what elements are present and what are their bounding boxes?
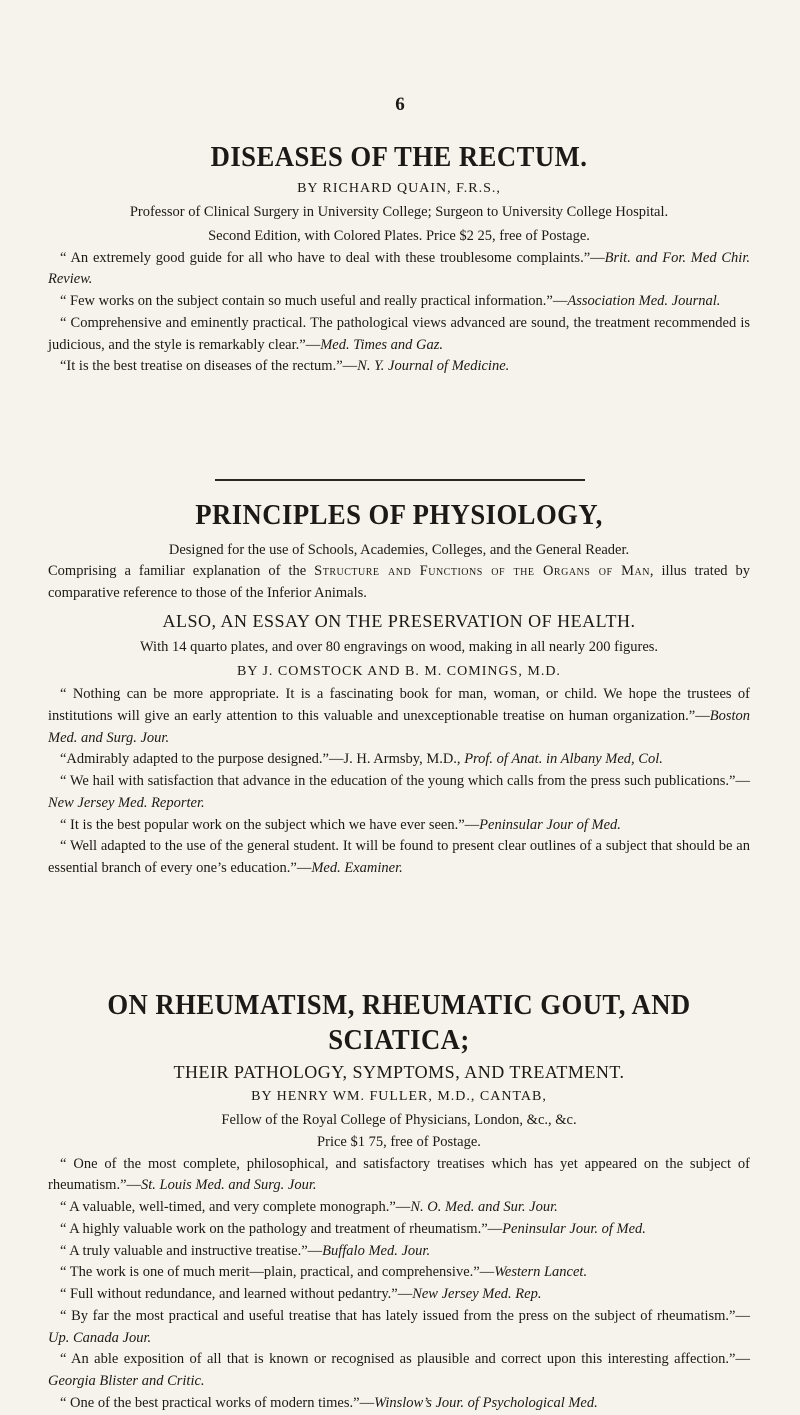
review-item: “ A truly valuable and instructive treatise.”—Buffalo Med. Jour. [60,1242,431,1259]
review-list [48,248,750,379]
review-item: “ The work is one of much merit—plain, practical, and comprehensive.”—Western Lancet. [60,1264,588,1281]
entry-author: BY RICHARD QUAIN, F.R.S., [297,180,501,196]
entry-title: DISEASES OF THE RECTUM. [210,141,588,173]
entry-fellow: Fellow of the Royal College of Physicians, London, &c., &c. [221,1111,577,1128]
entry-diseases-of-the-rectum [48,140,750,378]
entry-price: Price $1 75, free of Postage. [317,1134,481,1151]
entry-comprising: Comprising a familiar explanation of the Structure and Functions of the Organs of Man, illus trated by comparative reference to those of the Inferior Animals. [48,563,750,602]
entry-title: PRINCIPLES OF PHYSIOLOGY, [195,499,603,531]
review-item: “ We hail with satisfaction that advance in the education of the young which calls from the press such publications.”—New Jersey Med. Reporter. [48,773,750,811]
entry-principles-of-physiology [48,498,750,880]
review-item: “Admirably adapted to the purpose designed.”—J. H. Armsby, M.D., Prof. of Anat. in Albany Med, Col. [60,751,663,768]
review-item: “ One of the best practical works of modern times.”—Winslow’s Jour. of Psychological Med. [60,1394,598,1411]
entry-title: ON RHEUMATISM, RHEUMATIC GOUT, AND SCIATICA; [107,989,691,1056]
review-item: “ By far the most practical and useful treatise that has lately issued from the press on the subject of rheumatism.”—Up. Canada Jour. [48,1307,750,1346]
review-item: “ Few works on the subject contain so much useful and really practical information.”—Association Med. Journal. [60,293,721,310]
entry-plates: With 14 quarto plates, and over 80 engravings on wood, making in all nearly 200 figures. [139,638,659,655]
entry-edition: Second Edition, with Colored Plates. Price $2 25, free of Postage. [208,228,590,245]
review-item: “ One of the most complete, philosophical, and satisfactory treatises which has yet appeared on the subject of rheumatism.”—St. Louis Med. and Surg. Jour. [48,1155,750,1194]
entry-authors: BY J. COMSTOCK AND B. M. COMINGS, M.D. [237,664,561,680]
review-item: “ Nothing can be more appropriate. It is a fascinating book for man, woman, or child. We hope the trustees of institutions will give an early attention to this valuable and unexceptionable treatise on human organization.”—Boston Med. and Surg. Jour. [48,686,750,746]
review-item: “ A valuable, well-timed, and very complete monograph.”—N. O. Med. and Sur. Jour. [60,1199,558,1216]
review-item: “ An extremely good guide for all who have to deal with these troublesome complaints.”—Brit. and For. Med Chir. Review. [48,249,750,288]
entry-author: BY HENRY WM. FULLER, M.D., CANTAB, [251,1088,547,1104]
entry-also-essay: ALSO, AN ESSAY ON THE PRESERVATION OF HEALTH. [162,610,636,631]
review-list [48,1154,750,1415]
review-item: “It is the best treatise on diseases of the rectum.”—N. Y. Journal of Medicine. [60,358,510,375]
page-number: 6 [395,94,405,115]
review-item: “ An able exposition of all that is known or recognised as plausible and correct upon this interesting affection.”—Georgia Blister and Critic. [48,1351,750,1390]
entry-affiliation: Professor of Clinical Surgery in University College; Surgeon to University College Hospital. [129,203,669,220]
section-divider [215,479,585,481]
review-item: “ Well adapted to the use of the general student. It will be found to present clear outlines of a subject that should be an essential branch of every one’s education.”—Med. Examiner. [48,838,750,877]
review-item: “ It is the best popular work on the subject which we have ever seen.”—Peninsular Jour of Med. [60,816,621,833]
review-item: “ Full without redundance, and learned without pedantry.”—New Jersey Med. Rep. [60,1286,542,1303]
review-item: “ A highly valuable work on the pathology and treatment of rheumatism.”—Peninsular Jour. of Med. [60,1220,646,1237]
entry-designed-for: Designed for the use of Schools, Academies, Colleges, and the General Reader. [168,541,630,558]
entry-on-rheumatism [48,988,750,1415]
entry-subtitle: THEIR PATHOLOGY, SYMPTOMS, AND TREATMENT. [173,1061,625,1082]
review-list [48,684,750,880]
review-item: “ Comprehensive and eminently practical. The pathological views advanced are sound, the treatment recommended is judicious, and the style is remarkably clear.”—Med. Times and Gaz. [48,314,750,353]
